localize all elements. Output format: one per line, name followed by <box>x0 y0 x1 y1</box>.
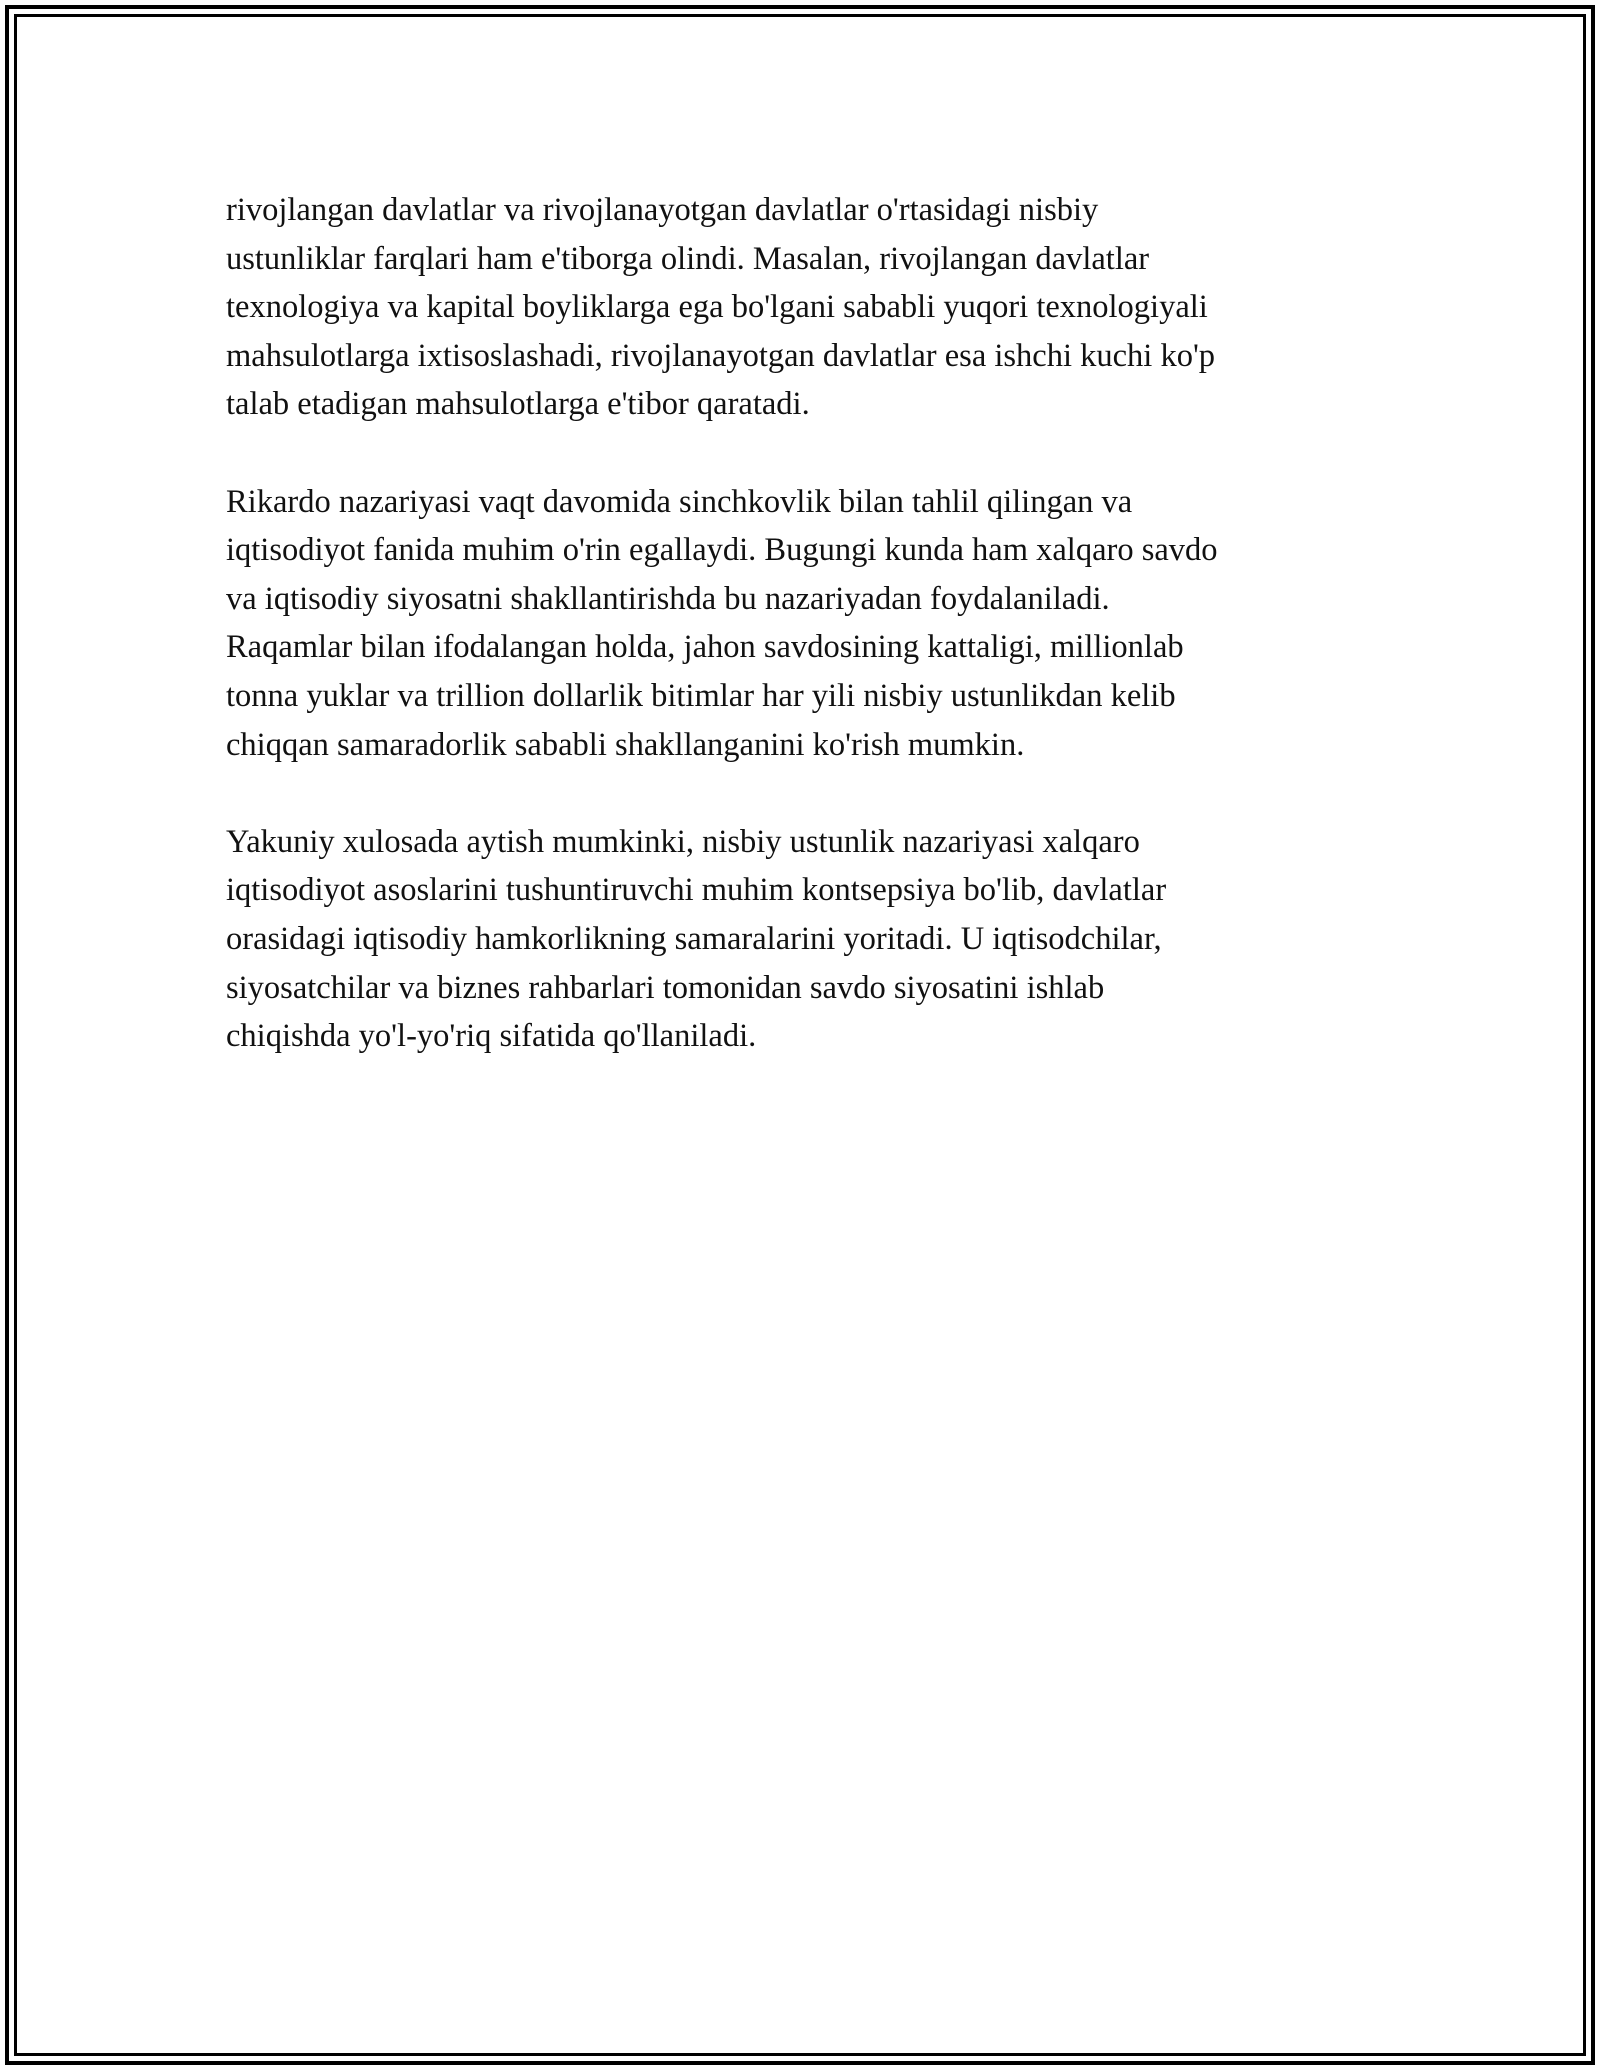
paragraph-line: Yakuniy xulosada aytish mumkinki, nisbiy ustunlik nazariyasi xalqaro <box>226 823 1140 860</box>
paragraph-line: va iqtisodiy siyosatni shakllantirishda bu nazariyadan foydalaniladi. <box>226 580 1110 617</box>
paragraph-line: Rikardo nazariyasi vaqt davomida sinchkovlik bilan tahlil qilingan va <box>226 483 1133 520</box>
paragraph-line: Raqamlar bilan ifodalangan holda, jahon savdosining kattaligi, millionlab <box>226 629 1184 666</box>
paragraph-line: ustunliklar farqlari ham e'tiborga olindi. Masalan, rivojlangan davlatlar <box>226 240 1150 277</box>
paragraph-line: chiqishda yo'l-yo'riq sifatida qo'llaniladi. <box>226 1018 757 1055</box>
paragraph-line: iqtisodiyot asoslarini tushuntiruvchi muhim kontsepsiya bo'lib, davlatlar <box>226 872 1167 909</box>
paragraph-3 <box>226 818 1366 1061</box>
paragraph-1 <box>226 186 1366 429</box>
paragraph-line: mahsulotlarga ixtisoslashadi, rivojlanayotgan davlatlar esa ishchi kuchi ko'p <box>226 337 1216 374</box>
paragraph-line: chiqqan samaradorlik sababli shakllanganini ko'rish mumkin. <box>226 726 1025 763</box>
paragraph-line: tonna yuklar va trillion dollarlik bitimlar har yili nisbiy ustunlikdan kelib <box>226 677 1176 714</box>
paragraph-line: iqtisodiyot fanida muhim o'rin egallaydi. Bugungi kunda ham xalqaro savdo <box>226 532 1218 569</box>
paragraph-line: texnologiya va kapital boyliklarga ega bo'lgani sababli yuqori texnologiyali <box>226 289 1208 326</box>
paragraph-line: rivojlangan davlatlar va rivojlanayotgan davlatlar o'rtasidagi nisbiy <box>226 192 1099 228</box>
paragraph-2 <box>226 478 1366 770</box>
paragraph-line: siyosatchilar va biznes rahbarlari tomonidan savdo siyosatini ishlab <box>226 969 1105 1006</box>
paragraph-line: orasidagi iqtisodiy hamkorlikning samaralarini yoritadi. U iqtisodchilar, <box>226 920 1162 957</box>
document-body <box>226 186 1366 1109</box>
paragraph-line: talab etadigan mahsulotlarga e'tibor qaratadi. <box>226 386 810 423</box>
